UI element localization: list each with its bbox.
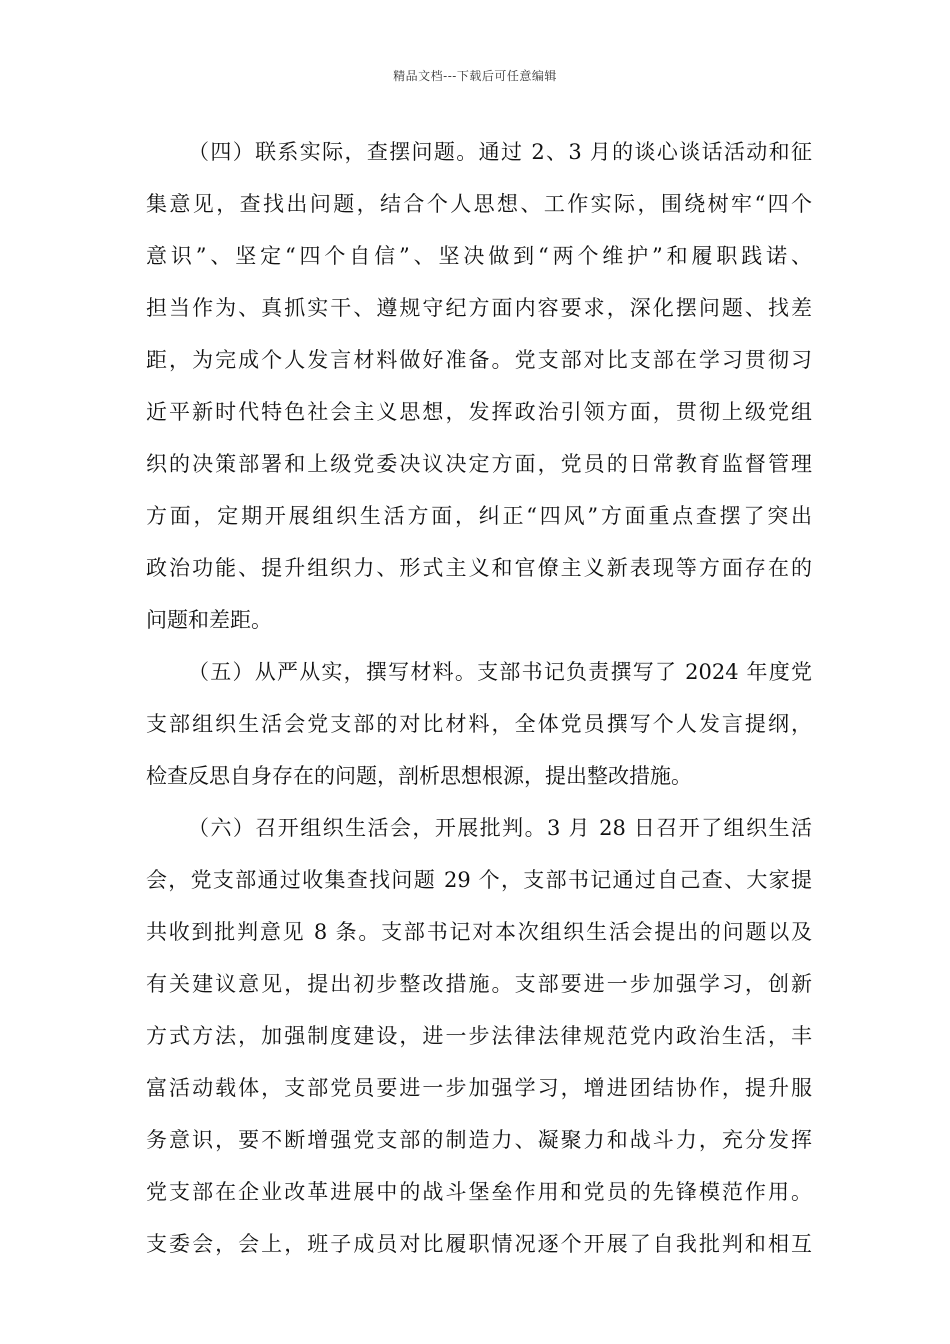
text-line: 支部组织生活会党支部的对比材料，全体党员撰写个人发言提纲， (146, 712, 812, 736)
text-line: 集意见，查找出问题，结合个人思想、工作实际，围绕树牢“四个 (146, 192, 812, 216)
paragraph-4 (146, 126, 812, 646)
text-line: 会，党支部通过收集查找问题 29 个，支部书记通过自己查、大家提 (146, 868, 812, 892)
text-line: 政治功能、提升组织力、形式主义和官僚主义新表现等方面存在的 (146, 556, 812, 580)
text-line: （六）召开组织生活会，开展批判。3 月 28 日召开了组织生活 (188, 816, 812, 840)
text-line: 有关建议意见，提出初步整改措施。支部要进一步加强学习，创新 (146, 972, 812, 996)
text-line: 织的决策部署和上级党委决议决定方面，党员的日常教育监督管理 (146, 452, 812, 476)
text-line: 共收到批判意见 8 条。支部书记对本次组织生活会提出的问题以及 (146, 920, 812, 944)
text-line: 支委会，会上，班子成员对比履职情况逐个开展了自我批判和相互 (146, 1232, 812, 1256)
text-line: 富活动载体，支部党员要进一步加强学习，增进团结协作，提升服 (146, 1076, 812, 1100)
page-header: 精品文档---下载后可任意编辑 (393, 69, 557, 83)
document-body (146, 126, 812, 1270)
text-line: 问题和差距。 (146, 608, 272, 632)
paragraph-6 (146, 802, 812, 1270)
text-line: 务意识，要不断增强党支部的制造力、凝聚力和战斗力，充分发挥 (146, 1128, 812, 1152)
text-line: （四）联系实际，查摆问题。通过 2、3 月的谈心谈话活动和征 (188, 140, 812, 164)
text-line: 近平新时代特色社会主义思想，发挥政治引领方面，贯彻上级党组 (146, 400, 812, 424)
text-line: 党支部在企业改革进展中的战斗堡垒作用和党员的先锋模范作用。 (146, 1180, 812, 1204)
text-line: （五）从严从实，撰写材料。支部书记负责撰写了 2024 年度党 (188, 660, 812, 684)
text-line: 检查反思自身存在的问题，剖析思想根源，提出整改措施。 (146, 764, 692, 788)
text-line: 方式方法，加强制度建设，进一步法律法律规范党内政治生活，丰 (146, 1024, 812, 1048)
text-line: 距，为完成个人发言材料做好准备。党支部对比支部在学习贯彻习 (146, 348, 812, 372)
paragraph-5 (146, 646, 812, 802)
text-line: 意识”、坚定“四个自信”、坚决做到“两个维护”和履职践诺、 (146, 244, 812, 268)
text-line: 方面，定期开展组织生活方面，纠正“四风”方面重点查摆了突出 (146, 504, 812, 528)
text-line: 担当作为、真抓实干、遵规守纪方面内容要求，深化摆问题、找差 (146, 296, 812, 320)
